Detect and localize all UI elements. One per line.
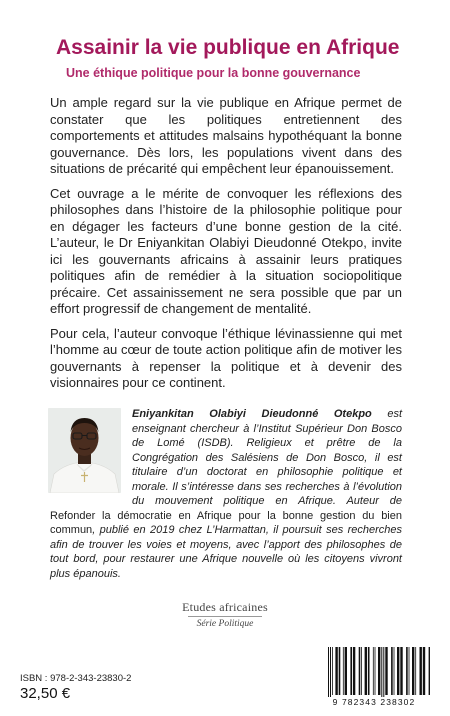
price: 32,50 € — [20, 685, 71, 702]
bio-text-part-1: est enseignant chercheur à l’Institut Supérieur Don Bosco de Lomé (ISDB). Religieux et prêtre de la Congrégation des Salésiens de Don Bosco, il est titulaire d’un doctorat en philosophie politique et morale. Il s’intéresse dans ses recherches à l’évolution du mouvement politique en Afrique. Auteur de — [132, 408, 402, 507]
author-bio — [50, 407, 402, 581]
bio-book-title: Refonder la démocratie en Afrique pour la bonne gestion du bien commun — [50, 509, 402, 536]
series-divider — [188, 616, 262, 617]
barcode-digits: 9 782343 238302 — [318, 697, 430, 707]
back-cover-summary — [50, 95, 402, 400]
author-name: Eniyankitan Olabiyi Dieudonné Otekpo — [132, 408, 372, 420]
book-title: Assainir la vie publique en Afrique — [56, 36, 400, 59]
summary-paragraph-1: Un ample regard sur la vie publique en Afrique permet de constater que les politiques entretiennent des comportements et attitudes malsains hypothéquant la bonne gouvernance. Dès lors, les populations vivent dans des situations de précarité qui empêchent leur épanouissement. — [50, 95, 402, 176]
isbn: ISBN : 978-2-343-23830-2 — [20, 673, 132, 684]
series-name: Etudes africaines — [182, 600, 268, 614]
summary-paragraph-2: Cet ouvrage a le mérite de convoquer les réflexions des philosophes dans l’histoire de la philosophie politique pour en dégager les facteurs d’une bonne gestion de la cité. L’auteur, le Dr Eniyankitan Olabiyi Dieudonné Otekpo, invite ici les gouvernants africains à assainir leurs pratiques politiques afin de remédier à la situation sociopolitique précaire. Cet assainissement ne sera possible que par un effort progressif de changement de mentalité. — [50, 185, 402, 316]
series-subtitle: Série Politique — [196, 619, 254, 629]
bio-text-part-2: , publié en 2019 chez L’Harmattan, il poursuit ses recherches afin de trouver les voies et moyens, avec l’apport des philosophes de tout bord, pour restaurer une Afrique nouvelle où les citoyens vivront plus épanouis. — [50, 524, 402, 580]
summary-paragraph-3: Pour cela, l’auteur convoque l’éthique lévinassienne qui met l’homme au cœur de toute action politique afin de motiver les gouvernants à repenser la politique et à devenir des visionnaires pour ce continent. — [50, 325, 402, 390]
book-subtitle: Une éthique politique pour la bonne gouvernance — [66, 66, 361, 80]
